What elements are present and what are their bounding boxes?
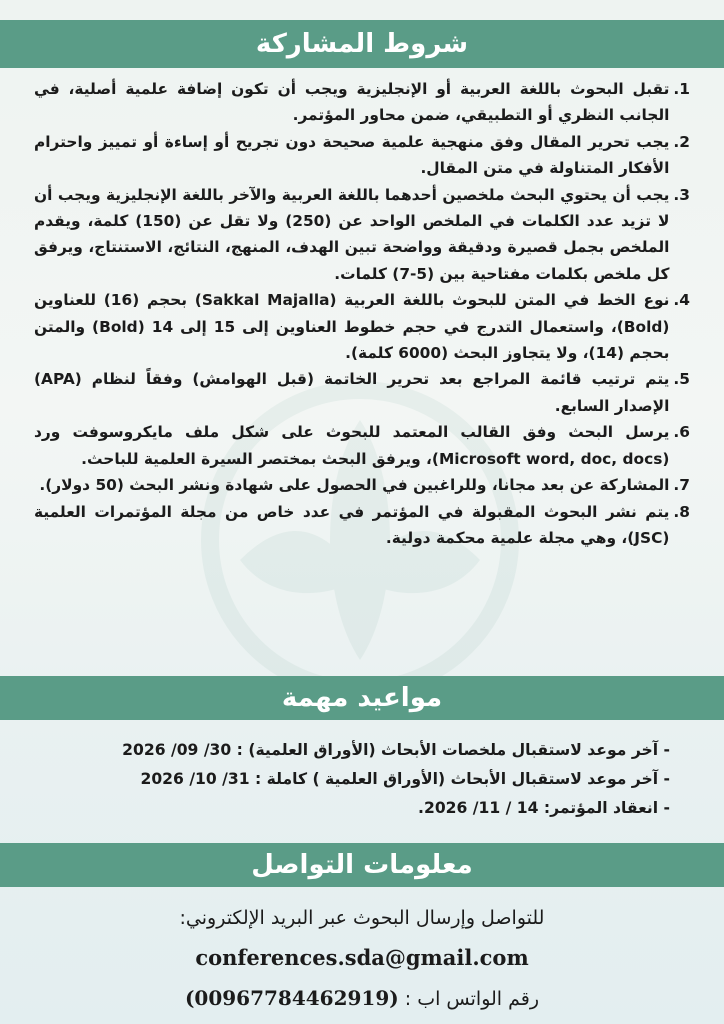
term-item [34,366,690,419]
contact-section-banner [0,843,724,887]
date-item: - انعقاد المؤتمر: 14 / 11/ 2026. [418,799,670,817]
term-number: 4. [673,291,690,310]
contact-phone [0,978,724,1019]
phone-label: رقم الواتس اب : [404,988,540,1010]
term-text: يتم ترتيب قائمة المراجع بعد تحرير الخاتمة (قبل الهوامش) وفقاً لنظام (APA) الإصدار السابع. [34,370,670,415]
term-number: 2. [673,132,690,151]
dates-section-banner [0,676,724,720]
terms-section-title: شروط المشاركة [255,29,469,59]
term-item [34,76,690,129]
term-text: يرسل البحث وفق القالب المعتمد للبحوث على شكل ملف مايكروسوفت ورد (Microsoft word, doc, docs)، ويرفق البحث بمختصر السيرة العلمية للباحث. [34,423,670,468]
term-text: تقبل البحوث باللغة العربية أو الإنجليزية ويجب أن تكون إضافة علمية أصلية، في الجانب النظري أو التطبيقي، ضمن محاور المؤتمر. [34,80,670,125]
contact-section-title: معلومات التواصل [251,850,473,880]
contact-info [0,898,724,1019]
term-number: 7. [673,476,690,495]
term-number: 6. [673,423,690,442]
contact-intro: للتواصل وإرسال البحوث عبر البريد الإلكتروني: [179,907,545,929]
contact-email[interactable]: conferences.sda@gmail.com [195,945,529,970]
term-number: 5. [673,370,690,389]
term-item [34,287,690,366]
terms-list [34,76,690,551]
dates-section-title: مواعيد مهمة [281,683,443,713]
term-number: 8. [673,502,690,521]
term-item [34,499,690,552]
date-item: - آخر موعد لاستقبال ملخصات الأبحاث (الأوراق العلمية) : 30/ 09/ 2026 [122,741,670,759]
phone-number[interactable]: (00967784462919) [184,986,399,1010]
term-text: يجب أن يحتوي البحث ملخصين أحدهما باللغة العربية والآخر باللغة الإنجليزية ويجب أن لا تزيد عدد الكلمات في الملخص الواحد عن (250) ولا تقل عن (150) كلمة، ويقدم الملخص بجمل قصيرة ودقيقة وواضحة تبين الهدف، المنهج، النتائج، الاستنتاج، ويرفق كل ملخص بكلمات مفتاحية بين (5-7) كلمات. [34,185,670,283]
term-number: 3. [673,185,690,204]
term-item [34,472,690,498]
term-text: المشاركة عن بعد مجانا، وللراغبين في الحصول على شهادة ونشر البحث (50 دولار). [39,476,670,495]
date-item: - آخر موعد لاستقبال الأبحاث (الأوراق العلمية ) كاملة : 31/ 10/ 2026 [140,770,670,788]
term-text: يجب تحرير المقال وفق منهجية علمية صحيحة دون تجريح أو إساءة أو تمييز واحترام الأفكار المتناولة في متن المقال. [34,132,670,178]
term-text: نوع الخط في المتن للبحوث باللغة العربية (Sakkal Majalla) بحجم (16) للعناوين (Bold)، واستعمال التدرج في حجم خطوط العناوين إلى 15 إلى 14 (Bold) والمتن بحجم (14)، ولا يتجاوز البحث (6000 كلمة). [34,291,670,363]
term-item [34,129,690,182]
term-item [34,419,690,472]
dates-list [40,736,670,823]
terms-section-banner [0,20,724,68]
term-text: يتم نشر البحوث المقبولة في المؤتمر في عدد خاص من مجلة المؤتمرات العلمية (JSC)، وهي مجلة علمية محكمة دولية. [34,502,670,547]
term-number: 1. [673,80,690,98]
term-item [34,182,690,288]
